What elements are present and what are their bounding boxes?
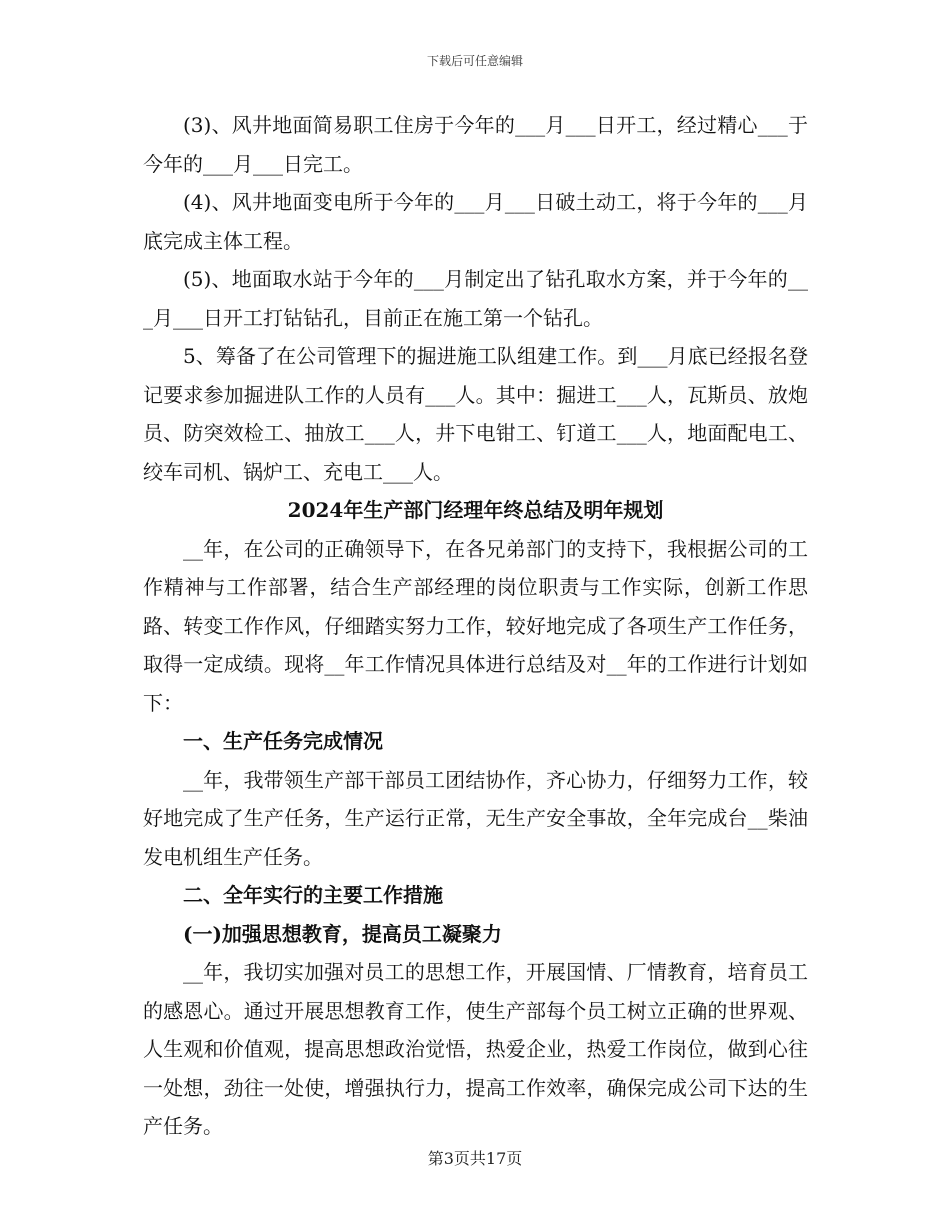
section-title: 2024年生产部门经理年终总结及明年规划 [287,498,664,522]
paragraph-item-3: (3)、风井地面简易职工住房于今年的___月___日开工，经过精心___于今年的___月___日完工。 [143,113,808,176]
header-note: 下载后可任意编辑 [426,54,523,68]
page-number-footer: 第3页共17页 [427,1149,523,1168]
paragraph-item-4: (4)、风井地面变电所于今年的___月___日破土动工，将于今年的___月底完成主体工程。 [143,190,808,253]
document-body [143,106,808,1146]
heading-ideological-education: (一)加强思想教育，提高员工凝聚力 [183,921,502,946]
paragraph-production-tasks: __年，我带领生产部干部员工团结协作，齐心协力，仔细努力工作，较好地完成了生产任务，生产运行正常，无生产安全事故，全年完成台__柴油发电机组生产任务。 [143,767,808,869]
paragraph-ideological-education: __年，我切实加强对员工的思想工作，开展国情、厂情教育，培育员工的感恩心。通过开展思想教育工作，使生产部每个员工树立正确的世界观、人生观和价值观，提高思想政治觉悟，热爱企业，热爱工作岗位，做到心往一处想，劲往一处使，增强执行力，提高工作效率，确保完成公司下达的生产任务。 [143,960,808,1138]
heading-production-tasks: 一、生产任务完成情况 [183,729,383,753]
paragraph-team-preparation: 5、筹备了在公司管理下的掘进施工队组建工作。到___月底已经报名登记要求参加掘进队工作的人员有___人。其中：掘进工___人，瓦斯员、放炮员、防突效检工、抽放工___人，井下电钳工、钉道工___人，地面配电工、绞车司机、锅炉工、充电工___人。 [143,344,808,484]
paragraph-item-5: (5)、地面取水站于今年的___月制定出了钻孔取水方案，并于今年的___月___日开工打钻钻孔，目前正在施工第一个钻孔。 [143,267,808,330]
paragraph-intro: __年，在公司的正确领导下，在各兄弟部门的支持下，我根据公司的工作精神与工作部署，结合生产部经理的岗位职责与工作实际，创新工作思路、转变工作作风，仔细踏实努力工作，较好地完成了各项生产工作任务，取得一定成绩。现将__年工作情况具体进行总结及对__年的工作进行计划如下： [143,536,808,715]
heading-main-measures: 二、全年实行的主要工作措施 [183,883,443,907]
